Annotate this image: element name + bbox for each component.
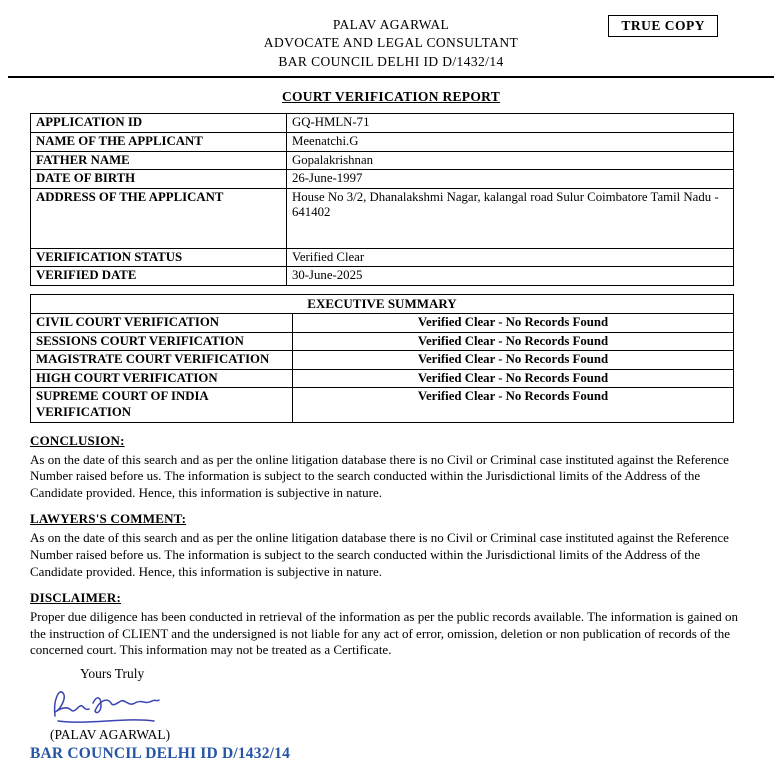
table-row <box>31 151 734 170</box>
executive-summary-table <box>30 294 734 423</box>
table-row <box>31 332 734 351</box>
field-value: 30-June-2025 <box>287 267 734 286</box>
field-label: NAME OF THE APPLICANT <box>31 133 287 152</box>
table-row <box>31 351 734 370</box>
table-row <box>31 267 734 286</box>
signatory-name: (PALAV AGARWAL) <box>50 726 171 742</box>
field-label: VERIFIED DATE <box>31 267 287 286</box>
field-value: Meenatchi.G <box>287 133 734 152</box>
field-value: House No 3/2, Dhanalakshmi Nagar, kalangal road Sulur Coimbatore Tamil Nadu - 641402 <box>287 188 734 248</box>
footer-bar-council-id: BAR COUNCIL DELHI ID D/1432/14 <box>30 744 291 762</box>
court-label: HIGH COURT VERIFICATION <box>31 369 293 388</box>
bar-council-id: BAR COUNCIL DELHI ID D/1432/14 <box>278 53 504 69</box>
disclaimer-heading: DISCLAIMER: <box>30 590 122 606</box>
court-result: Verified Clear - No Records Found <box>293 313 734 332</box>
field-label: DATE OF BIRTH <box>31 170 287 189</box>
lawyers-comment-body: As on the date of this search and as per the online litigation database there is no Civil or Criminal case instituted against the Reference Number raised before us. The information is subject to the search conducted within the Jurisdictional limits of the Address of the Candidate provided. Hence, this information is subjective in nature. <box>30 530 729 579</box>
field-label: ADDRESS OF THE APPLICANT <box>31 188 287 248</box>
court-result: Verified Clear - No Records Found <box>293 369 734 388</box>
court-result: Verified Clear - No Records Found <box>293 388 734 422</box>
field-label: FATHER NAME <box>31 151 287 170</box>
lawyers-comment-heading: LAWYERS'S COMMENT: <box>30 511 187 527</box>
court-label: CIVIL COURT VERIFICATION <box>31 313 293 332</box>
signature-image <box>48 684 782 726</box>
closing-line: Yours Truly <box>80 665 145 681</box>
true-copy-stamp: TRUE COPY <box>608 15 718 37</box>
table-row <box>31 313 734 332</box>
conclusion-section <box>30 432 740 502</box>
table-row <box>31 248 734 267</box>
table-row <box>31 388 734 422</box>
court-result: Verified Clear - No Records Found <box>293 332 734 351</box>
court-label: SESSIONS COURT VERIFICATION <box>31 332 293 351</box>
lawyers-comment-section <box>30 510 740 580</box>
field-label: APPLICATION ID <box>31 114 287 133</box>
court-label: SUPREME COURT OF INDIA VERIFICATION <box>31 388 293 422</box>
header-divider <box>8 76 774 79</box>
advocate-name: PALAV AGARWAL <box>332 17 450 32</box>
table-row <box>31 188 734 248</box>
table-row <box>31 369 734 388</box>
conclusion-heading: CONCLUSION: <box>30 432 125 448</box>
report-title: COURT VERIFICATION REPORT <box>281 89 501 105</box>
table-row <box>31 170 734 189</box>
conclusion-body: As on the date of this search and as per the online litigation database there is no Civil or Criminal case instituted against the Reference Number raised before us. The information is subject to the search conducted within the Jurisdictional limits of the Address of the Candidate provided. Hence, this information is subjective in nature. <box>30 451 729 500</box>
field-value: 26-June-1997 <box>287 170 734 189</box>
table-row <box>31 133 734 152</box>
table-row <box>31 295 734 314</box>
court-label: MAGISTRATE COURT VERIFICATION <box>31 351 293 370</box>
table-row <box>31 114 734 133</box>
executive-summary-title: EXECUTIVE SUMMARY <box>31 295 734 314</box>
field-value: GQ-HMLN-71 <box>287 114 734 133</box>
field-value: Gopalakrishnan <box>287 151 734 170</box>
advocate-title: ADVOCATE AND LEGAL CONSULTANT <box>263 35 519 51</box>
disclaimer-section <box>30 589 740 659</box>
field-value: Verified Clear <box>287 248 734 267</box>
disclaimer-body: Proper due diligence has been conducted in retrieval of the information as per the public records available. The information is gained on the instruction of CLIENT and the undersigned is not liable for any act of error, omission, deletion or non publication of records of the concerned court. This information may not be treated as a Certificate. <box>30 609 739 658</box>
field-label: VERIFICATION STATUS <box>31 248 287 267</box>
court-result: Verified Clear - No Records Found <box>293 351 734 370</box>
applicant-details-table <box>30 113 734 286</box>
